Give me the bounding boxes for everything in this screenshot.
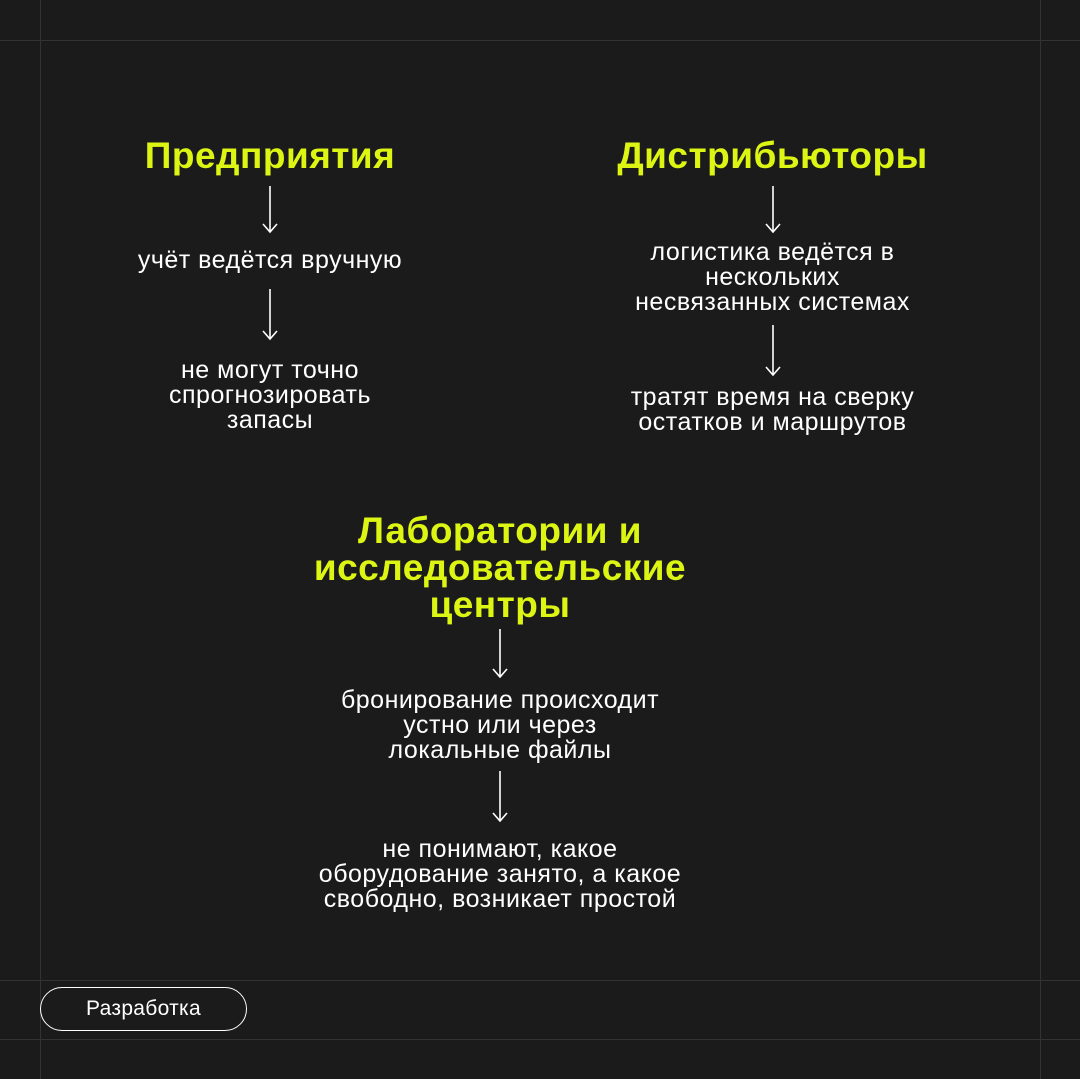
arrow-down-icon (763, 325, 783, 377)
gridline-bottom-lower (0, 1039, 1080, 1040)
distributors-step-1 (635, 240, 910, 315)
arrow-down-icon (490, 771, 510, 823)
arrow-down-icon (260, 186, 280, 234)
text-line: тратят время на сверку (630, 383, 915, 411)
text-line: запасы (226, 406, 314, 434)
heading-line: Лаборатории и (358, 510, 642, 551)
heading-line: центры (429, 584, 571, 625)
text-line: бронирование происходит (340, 686, 660, 714)
column-distributors (560, 137, 985, 435)
arrow-down-icon (490, 629, 510, 679)
text-line: не понимают, какое (382, 835, 618, 863)
column-laboratories (240, 512, 760, 912)
enterprises-heading: Предприятия (144, 135, 396, 176)
laboratories-step-2 (319, 837, 681, 912)
text-line: свободно, возникает простой (323, 885, 677, 913)
text-line: нескольких (705, 263, 840, 291)
gridline-right (1040, 0, 1041, 1079)
text-line: не могут точно (180, 356, 360, 384)
text-line: устно или через (403, 711, 597, 739)
enterprises-step-2 (169, 358, 371, 433)
text-line: локальные файлы (388, 736, 612, 764)
gridline-left (40, 0, 41, 1079)
text-line: учёт ведётся вручную (137, 246, 403, 274)
gridline-top (0, 40, 1080, 41)
column-enterprises (70, 137, 470, 433)
text-line: оборудование занято, а какое (318, 860, 682, 888)
distributors-step-2 (631, 385, 915, 435)
laboratories-step-1 (341, 688, 659, 763)
distributors-heading: Дистрибьюторы (617, 135, 928, 176)
text-line: логистика ведётся в (650, 238, 895, 266)
text-line: несвязанных системах (635, 288, 910, 316)
laboratories-heading (314, 512, 686, 623)
tag-development: Разработка (40, 987, 247, 1031)
enterprises-step-1 (138, 248, 402, 273)
arrow-down-icon (260, 289, 280, 341)
gridline-bottom-upper (0, 980, 1080, 981)
text-line: спрогнозировать (169, 381, 371, 409)
text-line: остатков и маршрутов (638, 408, 907, 436)
heading-line: исследовательские (313, 547, 687, 588)
arrow-down-icon (763, 186, 783, 234)
